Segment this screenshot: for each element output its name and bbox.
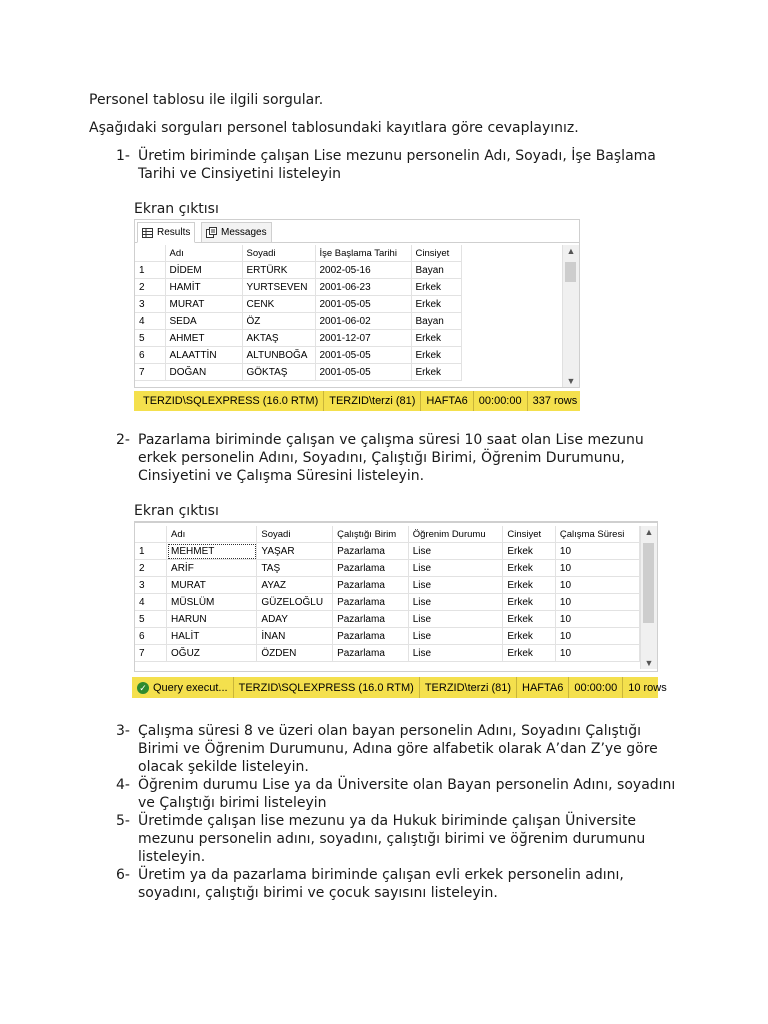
column-header[interactable]: Adı xyxy=(167,526,257,543)
selected-cell[interactable]: MEHMET xyxy=(167,543,257,560)
row-number[interactable]: 6 xyxy=(135,347,165,364)
row-number[interactable]: 1 xyxy=(135,543,167,560)
row-number[interactable]: 3 xyxy=(135,296,165,313)
results-grid-1 xyxy=(134,219,580,388)
cell[interactable]: 2001-12-07 xyxy=(315,330,411,347)
status-user: TERZID\terzi (81) xyxy=(420,677,517,698)
cell[interactable]: 2002-05-16 xyxy=(315,262,411,279)
screen-output-caption: Ekran çıktısı xyxy=(134,503,219,519)
cell[interactable]: 2001-05-05 xyxy=(315,296,411,313)
cell[interactable]: ÖZ xyxy=(242,313,315,330)
cell[interactable]: Erkek xyxy=(503,560,556,577)
question-number: 6- xyxy=(116,867,130,883)
table-row[interactable] xyxy=(135,347,461,364)
question-text-line: Birimi ve Öğrenim Durumunu, Adına göre alfabetik olarak A’dan Z’ye göre xyxy=(138,741,658,757)
table-row[interactable] xyxy=(135,330,461,347)
status-elapsed-time: 00:00:00 xyxy=(474,391,528,411)
cell[interactable]: Erkek xyxy=(503,645,556,662)
column-header[interactable]: Cinsiyet xyxy=(411,245,461,262)
cell[interactable]: HARUN xyxy=(167,611,257,628)
question-text-line: Üretim ya da pazarlama biriminde çalışan evli erkek personelin adını, xyxy=(138,867,624,883)
question-number: 4- xyxy=(116,777,130,793)
cell[interactable]: CENK xyxy=(242,296,315,313)
row-number[interactable]: 7 xyxy=(135,364,165,381)
cell[interactable]: 10 xyxy=(555,577,639,594)
results-tab-bar xyxy=(135,220,579,243)
column-header[interactable]: Soyadi xyxy=(257,526,333,543)
question-text-line: Üretimde çalışan lise mezunu ya da Hukuk biriminde çalışan Üniversite xyxy=(138,813,637,829)
cell[interactable]: Lise xyxy=(408,645,503,662)
vertical-scrollbar[interactable] xyxy=(640,526,657,669)
cell[interactable]: HALİT xyxy=(167,628,257,645)
cell[interactable]: TAŞ xyxy=(257,560,333,577)
messages-icon xyxy=(206,227,217,238)
cell[interactable]: Erkek xyxy=(503,543,556,560)
cell[interactable]: ADAY xyxy=(257,611,333,628)
question-number: 2- xyxy=(116,432,130,448)
question-text-line: olacak şekilde listeleyin. xyxy=(138,759,309,775)
cell[interactable]: Erkek xyxy=(503,628,556,645)
chevron-up-icon[interactable]: ▲ xyxy=(644,527,654,537)
cell[interactable]: 2001-06-02 xyxy=(315,313,411,330)
cell[interactable]: AHMET xyxy=(165,330,242,347)
table-row[interactable] xyxy=(135,611,640,628)
cell[interactable]: DİDEM xyxy=(165,262,242,279)
cell[interactable]: Pazarlama xyxy=(333,594,409,611)
row-number-header xyxy=(135,526,167,543)
cell[interactable]: 10 xyxy=(555,594,639,611)
results-grid-2 xyxy=(134,521,658,672)
tab-results[interactable] xyxy=(137,222,195,243)
cell[interactable]: 2001-06-23 xyxy=(315,279,411,296)
screen-output-caption: Ekran çıktısı xyxy=(134,201,219,217)
status-elapsed-time: 00:00:00 xyxy=(569,677,623,698)
check-circle-icon: ✓ xyxy=(137,682,149,694)
cell[interactable]: Erkek xyxy=(503,594,556,611)
cell[interactable]: ALTUNBOĞA xyxy=(242,347,315,364)
cell[interactable]: Lise xyxy=(408,560,503,577)
question-text-line: mezunu personelin adını, soyadını, çalıştığı birimi ve öğrenim durumunu xyxy=(138,831,646,847)
cell[interactable]: 10 xyxy=(555,543,639,560)
cell[interactable]: Pazarlama xyxy=(333,543,409,560)
question-text-line: Cinsiyetini ve Çalışma Süresini listeleyin. xyxy=(138,468,425,484)
cell[interactable]: 10 xyxy=(555,628,639,645)
status-query-label: Query execut... xyxy=(153,681,228,694)
row-number[interactable]: 6 xyxy=(135,628,167,645)
query-status-bar-2 xyxy=(132,677,667,698)
column-header[interactable]: İşe Başlama Tarihi xyxy=(315,245,411,262)
chevron-down-icon[interactable]: ▼ xyxy=(644,658,654,668)
cell[interactable]: Erkek xyxy=(411,364,461,381)
cell[interactable]: ERTÜRK xyxy=(242,262,315,279)
table-row[interactable] xyxy=(135,313,461,330)
row-number[interactable]: 2 xyxy=(135,279,165,296)
row-number[interactable]: 5 xyxy=(135,611,167,628)
tab-messages-label: Messages xyxy=(221,227,267,238)
grid-icon xyxy=(142,228,153,238)
cell[interactable]: 2001-05-05 xyxy=(315,364,411,381)
row-number[interactable]: 1 xyxy=(135,262,165,279)
question-text-line: listeleyin. xyxy=(138,849,206,865)
column-header[interactable]: Adı xyxy=(165,245,242,262)
cell[interactable]: MÜSLÜM xyxy=(167,594,257,611)
question-text-line: Tarihi ve Cinsiyetini listeleyin xyxy=(138,166,341,182)
question-number: 1- xyxy=(116,148,130,164)
cell[interactable]: AYAZ xyxy=(257,577,333,594)
cell[interactable]: YURTSEVEN xyxy=(242,279,315,296)
cell[interactable]: Bayan xyxy=(411,262,461,279)
column-header[interactable]: Çalışma Süresi xyxy=(555,526,639,543)
column-header[interactable]: Cinsiyet xyxy=(503,526,556,543)
table-row[interactable] xyxy=(135,628,640,645)
chevron-down-icon[interactable]: ▼ xyxy=(566,376,576,386)
row-number[interactable]: 3 xyxy=(135,577,167,594)
cell[interactable]: Pazarlama xyxy=(333,560,409,577)
question-number: 5- xyxy=(116,813,130,829)
status-row-count: 337 rows xyxy=(532,395,578,407)
table-row[interactable] xyxy=(135,364,461,381)
table-header-row xyxy=(135,245,461,262)
cell[interactable]: 10 xyxy=(555,611,639,628)
cell[interactable]: Lise xyxy=(408,628,503,645)
cell[interactable]: Erkek xyxy=(411,347,461,364)
table-header-row xyxy=(135,526,640,543)
cell[interactable]: MURAT xyxy=(167,577,257,594)
results-table-1 xyxy=(135,245,462,381)
question-text-line: Öğrenim durumu Lise ya da Üniversite olan Bayan personelin Adını, soyadını xyxy=(138,777,676,793)
row-number[interactable]: 4 xyxy=(135,313,165,330)
question-text-line: Çalışma süresi 8 ve üzeri olan bayan personelin Adını, Soyadını Çalıştığı xyxy=(138,723,641,739)
row-number-header xyxy=(135,245,165,262)
cell[interactable]: ÖZDEN xyxy=(257,645,333,662)
query-status-bar-1 xyxy=(134,391,580,411)
row-number[interactable]: 7 xyxy=(135,645,167,662)
status-database: HAFTA6 xyxy=(517,677,569,698)
intro-line-1: Personel tablosu ile ilgili sorgular. xyxy=(89,92,324,108)
cell[interactable]: Erkek xyxy=(411,279,461,296)
table-row[interactable] xyxy=(135,560,640,577)
cell[interactable]: AKTAŞ xyxy=(242,330,315,347)
cell[interactable]: MURAT xyxy=(165,296,242,313)
cell[interactable]: Pazarlama xyxy=(333,577,409,594)
cell[interactable]: Lise xyxy=(408,577,503,594)
status-server: TERZID\SQLEXPRESS (16.0 RTM) xyxy=(234,677,420,698)
status-server: TERZID\SQLEXPRESS (16.0 RTM) xyxy=(138,391,324,411)
cell[interactable]: Lise xyxy=(408,594,503,611)
status-row-count: 10 rows xyxy=(628,681,667,694)
scrollbar-thumb[interactable] xyxy=(565,262,576,282)
cell[interactable]: Erkek xyxy=(503,577,556,594)
question-text-line: soyadını, çalıştığı birimi ve çocuk sayısını listeleyin. xyxy=(138,885,498,901)
cell[interactable]: ARİF xyxy=(167,560,257,577)
table-row[interactable] xyxy=(135,543,640,560)
cell[interactable]: Pazarlama xyxy=(333,611,409,628)
tab-results-label: Results xyxy=(157,227,191,238)
table-row[interactable] xyxy=(135,577,640,594)
row-number[interactable]: 2 xyxy=(135,560,167,577)
column-header[interactable]: Soyadi xyxy=(242,245,315,262)
cell[interactable]: İNAN xyxy=(257,628,333,645)
row-number[interactable]: 4 xyxy=(135,594,167,611)
cell[interactable]: Lise xyxy=(408,543,503,560)
cell[interactable]: Pazarlama xyxy=(333,645,409,662)
scrollbar-thumb[interactable] xyxy=(643,543,654,623)
question-text-line: Üretim biriminde çalışan Lise mezunu personelin Adı, Soyadı, İşe Başlama xyxy=(138,148,656,164)
cell[interactable]: 10 xyxy=(555,560,639,577)
column-header[interactable]: Öğrenim Durumu xyxy=(408,526,503,543)
cell[interactable]: SEDA xyxy=(165,313,242,330)
cell[interactable]: Erkek xyxy=(411,330,461,347)
cell[interactable]: OĞUZ xyxy=(167,645,257,662)
cell[interactable]: Bayan xyxy=(411,313,461,330)
question-number: 3- xyxy=(116,723,130,739)
cell[interactable]: GÜZELOĞLU xyxy=(257,594,333,611)
cell[interactable]: GÖKTAŞ xyxy=(242,364,315,381)
cell[interactable]: ALAATTİN xyxy=(165,347,242,364)
row-number[interactable]: 5 xyxy=(135,330,165,347)
cell[interactable]: 10 xyxy=(555,645,639,662)
cell[interactable]: HAMİT xyxy=(165,279,242,296)
question-text-line: Pazarlama biriminde çalışan ve çalışma süresi 10 saat olan Lise mezunu xyxy=(138,432,644,448)
table-row[interactable] xyxy=(135,296,461,313)
status-query-state xyxy=(132,677,234,698)
cell[interactable]: Erkek xyxy=(411,296,461,313)
cell[interactable]: Lise xyxy=(408,611,503,628)
status-user: TERZID\terzi (81) xyxy=(324,391,421,411)
question-text-line: erkek personelin Adını, Soyadını, Çalıştığı Birimi, Öğrenim Durumunu, xyxy=(138,450,625,466)
results-table-2 xyxy=(135,526,640,662)
question-text-line: ve Çalıştığı birimi listeleyin xyxy=(138,795,327,811)
cell[interactable]: Pazarlama xyxy=(333,628,409,645)
intro-line-2: Aşağıdaki sorguları personel tablosundaki kayıtlara göre cevaplayınız. xyxy=(89,120,579,136)
column-header[interactable]: Çalıştığı Birim xyxy=(333,526,409,543)
table-row[interactable] xyxy=(135,645,640,662)
cell[interactable]: YAŞAR xyxy=(257,543,333,560)
cell[interactable]: 2001-05-05 xyxy=(315,347,411,364)
vertical-scrollbar[interactable] xyxy=(562,245,579,387)
table-row[interactable] xyxy=(135,594,640,611)
table-row[interactable] xyxy=(135,262,461,279)
cell[interactable]: DOĞAN xyxy=(165,364,242,381)
cell[interactable]: Erkek xyxy=(503,611,556,628)
tab-messages[interactable] xyxy=(201,222,272,243)
table-row[interactable] xyxy=(135,279,461,296)
chevron-up-icon[interactable]: ▲ xyxy=(566,246,576,256)
status-database: HAFTA6 xyxy=(421,391,473,411)
